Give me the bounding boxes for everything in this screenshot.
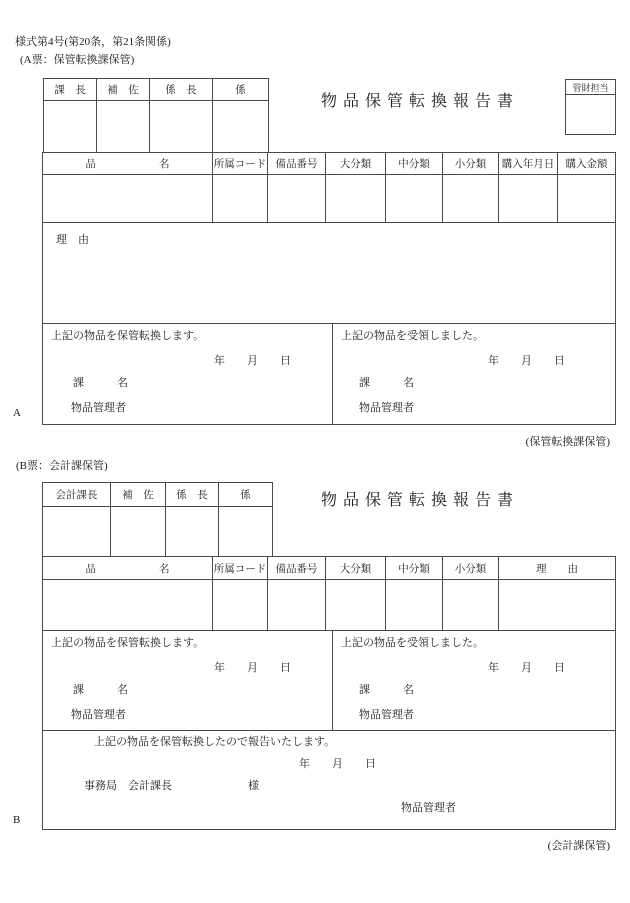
form-a-copy-label: (A票：保管転換課保管): [20, 54, 135, 66]
form-a-reason-section: [43, 223, 615, 324]
approval-header-kakari: 係: [240, 490, 251, 501]
receipt-manager-line: 物品管理者: [359, 402, 414, 414]
empty-data-cell: [268, 175, 326, 222]
header-item-name: 品 名: [43, 557, 213, 579]
header-equip-number: 備品番号: [268, 153, 326, 174]
form-a-data-row: [43, 175, 615, 223]
form-b-column-header-row: [43, 557, 615, 580]
receipt-manager-line: 物品管理者: [359, 709, 414, 721]
empty-data-cell: [268, 580, 326, 630]
form-b-side-marker: B: [13, 814, 21, 826]
form-b-report-section: [43, 731, 615, 829]
empty-data-cell: [443, 175, 499, 222]
form-b-receipt-block: [333, 631, 615, 730]
report-addressee-suffix: 様: [248, 780, 259, 792]
empty-data-cell: [443, 580, 499, 630]
form-number-label: 様式第4号(第20条，第21条関係): [15, 36, 171, 48]
signature-cell: [213, 101, 268, 152]
form-b-signoff-row: [43, 631, 615, 731]
form-b-footer-note: (会計課保管): [547, 840, 610, 852]
approval-header-hosa: 補 佐: [97, 79, 150, 100]
header-middle-class: 中分類: [386, 153, 443, 174]
empty-data-cell: [43, 175, 213, 222]
report-date-line: 年 月 日: [299, 758, 376, 770]
empty-data-cell: [43, 580, 213, 630]
header-major-class: 大分類: [326, 153, 386, 174]
transfer-section-line: 課 名: [73, 377, 128, 389]
header-reason: 理 由: [536, 563, 578, 575]
approval-header-kakaricho: 係 長: [150, 79, 213, 100]
header-minor-class: 小分類: [443, 153, 499, 174]
transfer-manager-line: 物品管理者: [71, 402, 126, 414]
transfer-date-line: 年 月 日: [214, 662, 291, 674]
transfer-date-line: 年 月 日: [214, 355, 291, 367]
form-a-signoff-row: [43, 324, 615, 424]
form-b-approval-signature-row: [43, 507, 272, 556]
signature-cell: [166, 507, 219, 556]
form-a-column-header-row: [43, 153, 615, 175]
reason-label: 理 由: [56, 234, 89, 246]
receipt-sentence: 上記の物品を受領しました。: [341, 637, 484, 649]
empty-data-cell: [386, 580, 443, 630]
transfer-manager-line: 物品管理者: [71, 709, 126, 721]
empty-data-cell: [213, 175, 268, 222]
signature-cell: [111, 507, 166, 556]
form-b-data-row: [43, 580, 615, 631]
header-purchase-date: 購入年月日: [499, 153, 558, 174]
header-minor-class: 小分類: [443, 557, 499, 579]
header-equip-number: 備品番号: [268, 557, 326, 579]
header-major-class: 大分類: [326, 557, 386, 579]
empty-data-cell: [213, 580, 268, 630]
transfer-sentence: 上記の物品を保管転換します。: [51, 637, 205, 649]
signature-cell: [219, 507, 272, 556]
form-a-title: 物品保管転換報告書: [320, 93, 519, 110]
approval-header-hosa: 補 佐: [111, 483, 166, 506]
form-a-approval-header-row: [44, 79, 268, 101]
transfer-section-line: 課 名: [73, 684, 128, 696]
report-manager-line: 物品管理者: [401, 802, 456, 814]
receipt-section-line: 課 名: [359, 377, 414, 389]
empty-data-cell: [558, 175, 615, 222]
form-a-approval-signature-row: [44, 101, 268, 152]
form-a-footer-note: (保管転換課保管): [525, 436, 610, 448]
form-b-main-table: [42, 556, 616, 830]
empty-data-cell: [499, 580, 615, 630]
signature-cell: [150, 101, 213, 152]
form-b-transfer-block: [43, 631, 333, 730]
header-dept-code: 所属コード: [213, 153, 268, 174]
form-b-approval-table: [42, 482, 273, 557]
header-middle-class: 中分類: [386, 557, 443, 579]
header-item-name: 品 名: [43, 153, 213, 174]
receipt-date-line: 年 月 日: [488, 355, 565, 367]
empty-data-cell: [499, 175, 558, 222]
form-a-receipt-block: [333, 324, 615, 424]
form-b-approval-header-row: [43, 483, 272, 507]
form-a-approval-table: [43, 78, 269, 153]
report-addressee: 事務局 会計課長: [84, 780, 172, 792]
empty-data-cell: [326, 580, 386, 630]
form-b-copy-label: (B票：会計課保管): [16, 460, 108, 472]
empty-data-cell: [386, 175, 443, 222]
receipt-date-line: 年 月 日: [488, 662, 565, 674]
approval-header-kakari: 係: [235, 85, 246, 96]
approval-header-kaikeikacho: 会計課長: [43, 483, 111, 506]
header-purchase-amount: 購入金額: [565, 159, 608, 170]
form-b-title: 物品保管転換報告書: [320, 492, 519, 509]
report-sentence: 上記の物品を保管転換したので報告いたします。: [94, 736, 336, 748]
signature-cell: [44, 101, 97, 152]
form-a-main-table: [42, 152, 616, 425]
form-a-side-marker: A: [13, 407, 21, 419]
signature-cell: [43, 507, 111, 556]
signature-cell: [97, 101, 150, 152]
kanzai-label: 管財担当: [566, 80, 615, 95]
approval-header-kacho: 課 長: [44, 79, 97, 100]
kanzai-stamp-box: [565, 79, 616, 135]
transfer-sentence: 上記の物品を保管転換します。: [51, 330, 205, 342]
approval-header-kakaricho: 係 長: [166, 483, 219, 506]
form-a-transfer-block: [43, 324, 333, 424]
receipt-sentence: 上記の物品を受領しました。: [341, 330, 484, 342]
receipt-section-line: 課 名: [359, 684, 414, 696]
empty-data-cell: [326, 175, 386, 222]
header-dept-code: 所属コード: [213, 557, 268, 579]
